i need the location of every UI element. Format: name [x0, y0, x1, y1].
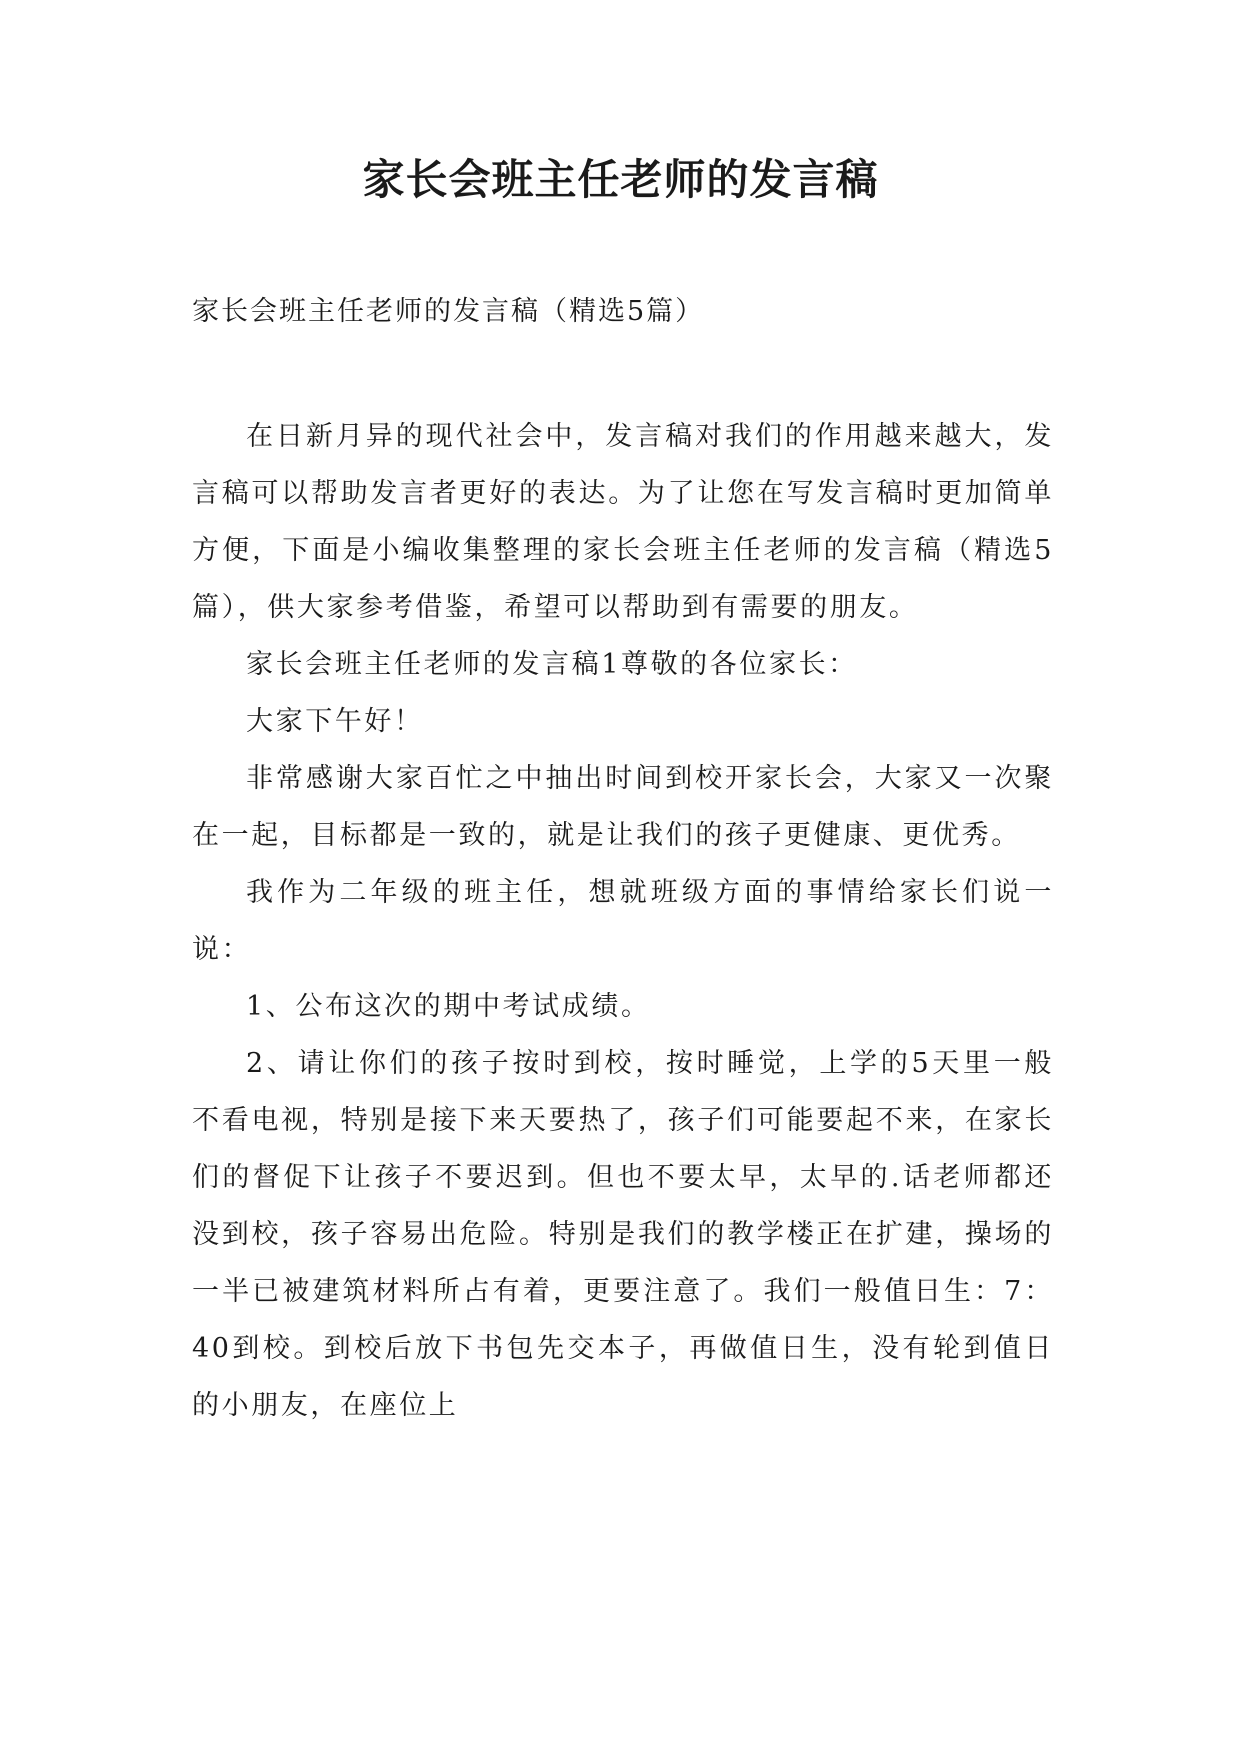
paragraph-thanks: 非常感谢大家百忙之中抽出时间到校开家长会，大家又一次聚在一起，目标都是一致的，就是让我们的孩子更健康、更优秀。: [192, 763, 1054, 851]
paragraph-greeting: 大家下午好！: [246, 706, 424, 737]
paragraph-intro-topics: 我作为二年级的班主任，想就班级方面的事情给家长们说一说：: [192, 877, 1054, 965]
document-title: 家长会班主任老师的发言稿: [362, 155, 879, 204]
paragraph-item-1: 1、公布这次的期中考试成绩。: [246, 991, 651, 1022]
document-body: [192, 408, 1054, 1434]
paragraph-intro: 在日新月异的现代社会中，发言稿对我们的作用越来越大，发言稿可以帮助发言者更好的表达。为了让您在写发言稿时更加简单方便，下面是小编收集整理的家长会班主任老师的发言稿（精选5篇），供大家参考借鉴，希望可以帮助到有需要的朋友。: [192, 421, 1054, 623]
paragraph-item-2: 2、请让你们的孩子按时到校，按时睡觉，上学的5天里一般不看电视，特别是接下来天要热了，孩子们可能要起不来，在家长们的督促下让孩子不要迟到。但也不要太早，太早的.话老师都还没到校，孩子容易出危险。特别是我们的教学楼正在扩建，操场的一半已被建筑材料所占有着，更要注意了。我们一般值日生：7：40到校。到校后放下书包先交本子，再做值日生，没有轮到值日的小朋友，在座位上: [192, 1048, 1054, 1421]
paragraph-speech-heading: 家长会班主任老师的发言稿1尊敬的各位家长：: [246, 649, 858, 680]
document-subtitle: 家长会班主任老师的发言稿（精选5篇）: [192, 296, 705, 327]
